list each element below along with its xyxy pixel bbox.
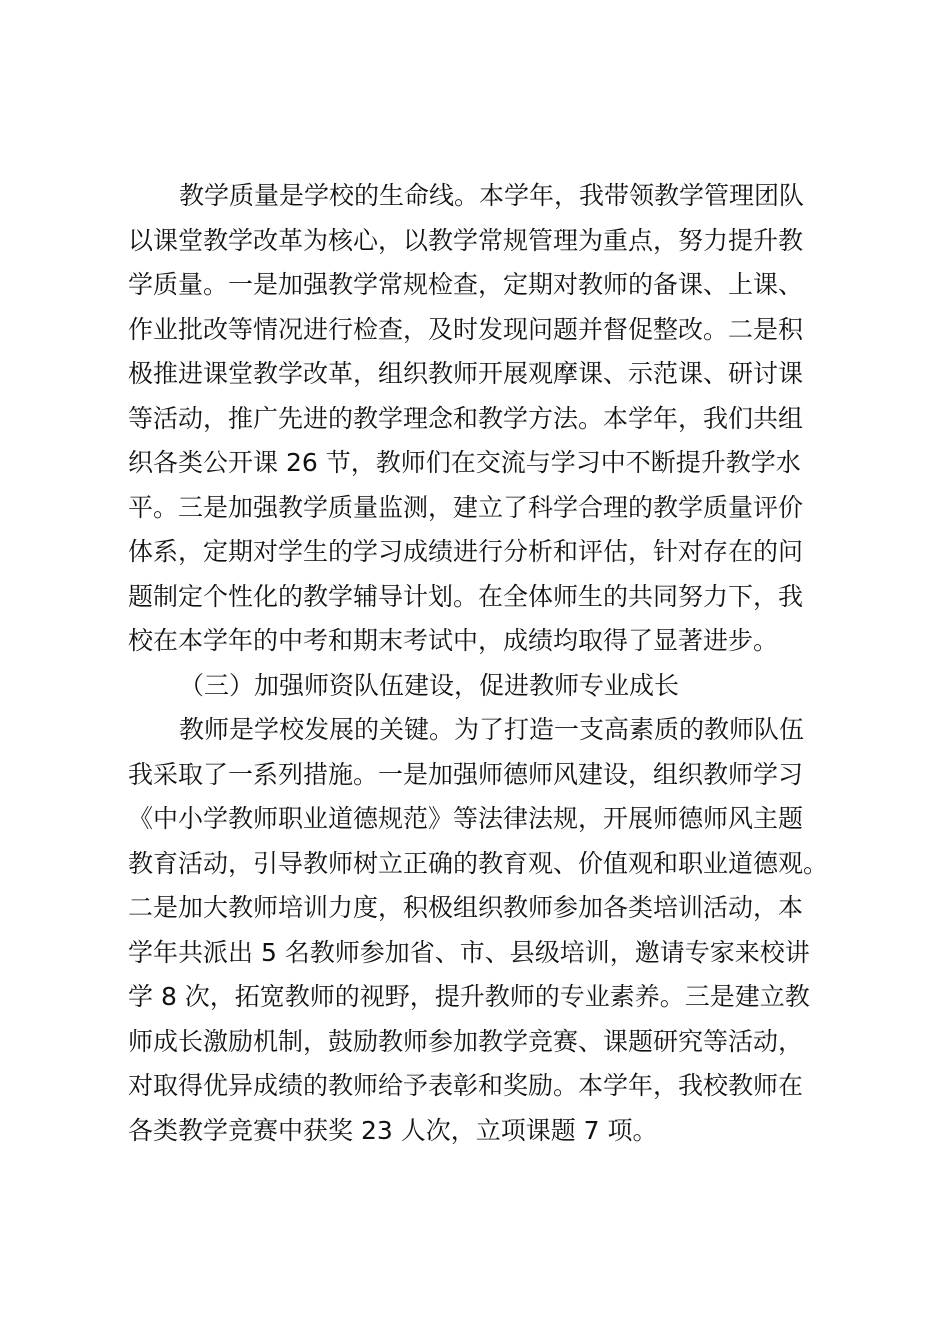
paragraph-line: 作业批改等情况进行检查，及时发现问题并督促整改。二是积 [128,314,804,344]
paragraph-line: 师成长激励机制，鼓励教师参加教学竞赛、课题研究等活动， [128,1026,804,1056]
paragraph-line: 以课堂教学改革为核心，以教学常规管理为重点，努力提升教 [128,225,804,255]
paragraph-line: 《中小学教师职业道德规范》等法律法规，开展师德师风主题 [128,804,804,833]
paragraph-line: 等活动，推广先进的教学理念和教学方法。本学年，我们共组 [128,403,804,433]
paragraph-teacher-development [128,708,848,1153]
paragraph-line: 对取得优异成绩的教师给予表彰和奖励。本学年，我校教师在 [128,1071,804,1100]
paragraph-line: 校在本学年的中考和期末考试中，成绩均取得了显著进步。 [128,626,779,655]
paragraph-line: 二是加大教师培训力度，积极组织教师参加各类培训活动，本 [128,893,804,922]
paragraph-line: 我采取了一系列措施。一是加强师德师风建设，组织教师学习 [128,759,804,789]
paragraph-line: 学 8 次，拓宽教师的视野，提升教师的专业素养。三是建立教 [128,982,810,1011]
paragraph-line: 题制定个性化的教学辅导计划。在全体师生的共同努力下，我 [128,581,804,611]
paragraph-teaching-quality [128,174,848,664]
document-body [128,174,848,1153]
paragraph-line: 教师是学校发展的关键。为了打造一支高素质的教师队伍 [179,715,805,744]
paragraph-line: 学年共派出 5 名教师参加省、市、县级培训，邀请专家来校讲 [128,937,810,967]
paragraph-line: 织各类公开课 26 节，教师们在交流与学习中不断提升教学水 [128,448,801,477]
paragraph-line: 学质量。一是加强教学常规检查，定期对教师的备课、上课、 [128,270,804,299]
paragraph-line: 教育活动，引导教师树立正确的教育观、价值观和职业道德观。 [128,848,829,878]
paragraph-line: 极推进课堂教学改革，组织教师开展观摩课、示范课、研讨课 [128,359,804,388]
paragraph-line: 教学质量是学校的生命线。本学年，我带领教学管理团队 [179,181,805,210]
paragraph-line: 体系，定期对学生的学习成绩进行分析和评估，针对存在的问 [128,537,804,566]
paragraph-line: 各类教学竞赛中获奖 23 人次，立项课题 7 项。 [128,1115,658,1145]
section-heading: （三）加强师资队伍建设，促进教师专业成长 [179,670,680,700]
paragraph-line: 平。三是加强教学质量监测，建立了科学合理的教学质量评价 [128,492,804,522]
